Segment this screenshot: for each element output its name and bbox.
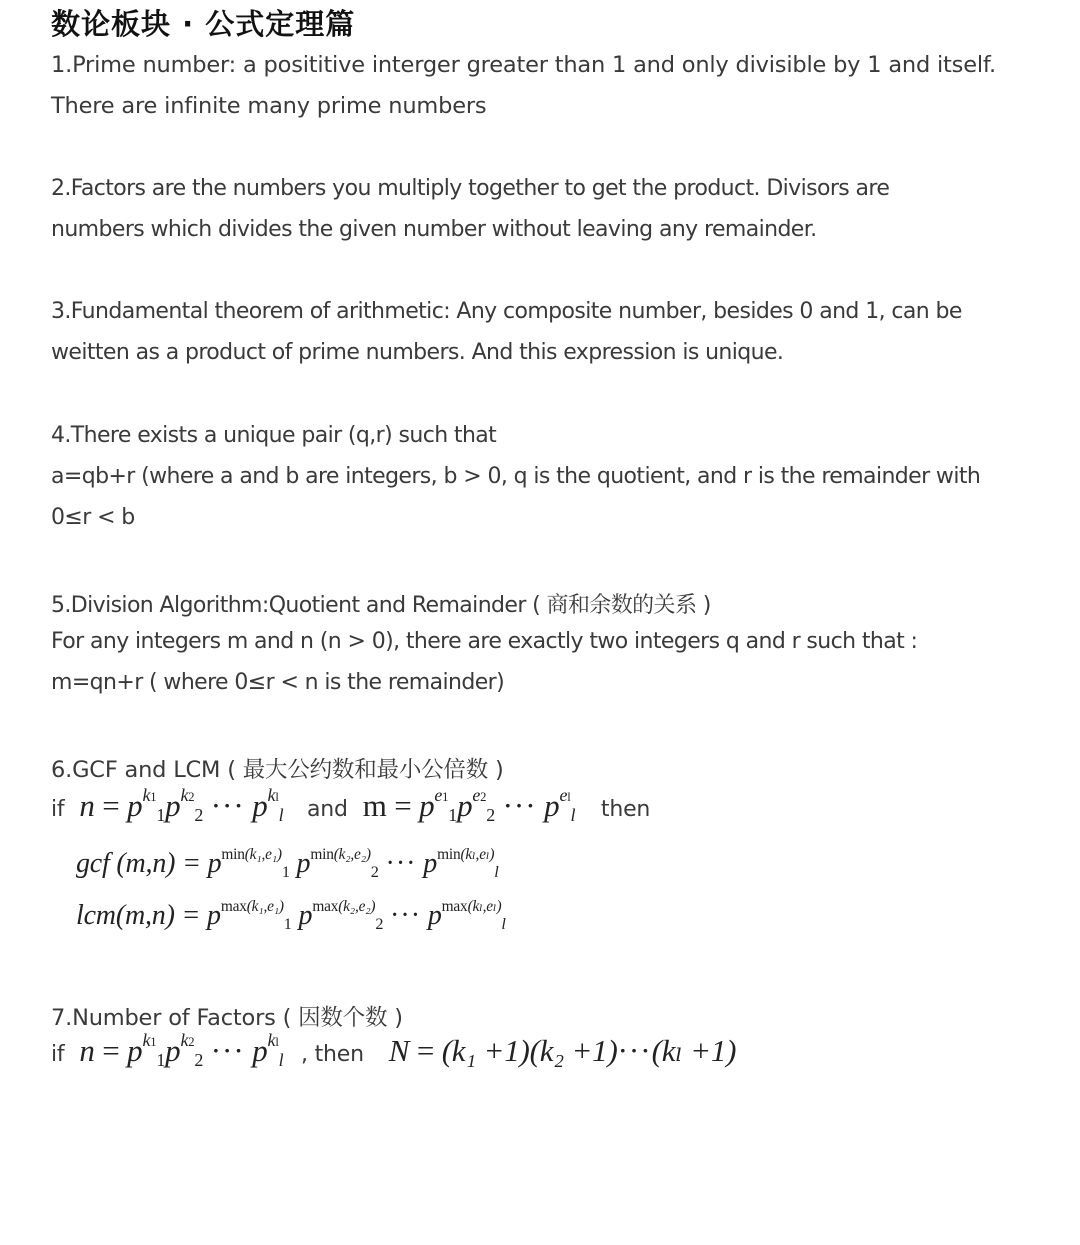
- section-5-line-2: For any integers m and n (n > 0), there are exactly two integers q and r such that :: [51, 629, 918, 654]
- if-label: if: [51, 797, 65, 822]
- then-label: , then: [300, 1042, 364, 1067]
- n-factorization-formula: $n = p^{k1}_1p^{k2}_2$ ··· $p^{kl}_l$: [79, 1029, 284, 1071]
- section-4-line-2: a=qb+r (where a and b are integers, b > 0, q is the quotient, and r is the remainder with: [51, 464, 981, 489]
- page-title: 数论板块 · 公式定理篇: [51, 7, 356, 41]
- section-3-line-2: weitten as a product of prime numbers. And this expression is unique.: [51, 340, 784, 365]
- number-of-factors-formula: N = (k₁ +1)(k₂ +1)···(kₗ +1): [388, 1033, 737, 1068]
- section-5-heading: 5.Division Algorithm:Quotient and Remainder ( 商和余数的关系 ): [51, 593, 711, 618]
- gcf-formula: gcf $(m,n) = p^{min(k_1,e_1)}_1$ $p^{min(k_2,e_2)}_2$ ··· $p^{min(k_l,e_l)}_l$: [76, 845, 499, 881]
- section-4-line-3: 0≤r < b: [51, 505, 135, 530]
- then-label: then: [600, 797, 651, 822]
- section-7-heading: 7.Number of Factors ( 因数个数 ): [51, 1005, 403, 1031]
- section-2-line-2: numbers which divides the given number without leaving any remainder.: [51, 217, 817, 242]
- section-3-line-1: 3.Fundamental theorem of arithmetic: Any composite number, besides 0 and 1, can be: [51, 299, 962, 324]
- section-6-definition: [51, 784, 651, 826]
- if-label: if: [51, 1042, 65, 1067]
- section-1-line-2: There are infinite many prime numbers: [51, 93, 487, 119]
- section-4-line-1: 4.There exists a unique pair (q,r) such that: [51, 423, 497, 448]
- section-5-line-3: m=qn+r ( where 0≤r < n is the remainder): [51, 670, 505, 695]
- n-factorization-formula: $n = p^{k1}_1p^{k2}_2$ ··· $p^{kl}_l$: [79, 784, 284, 826]
- and-label: and: [306, 797, 348, 822]
- section-2-line-1: 2.Factors are the numbers you multiply together to get the product. Divisors are: [51, 176, 890, 201]
- lcm-formula: $lcm(m,n) = p^{max(k_1,e_1)}_1$ $p^{max(k_2,e_2)}_2$ ··· $p^{max(k_l,e_l)}_l$: [76, 897, 506, 933]
- section-1-line-1: 1.Prime number: a posititive interger greater than 1 and only divisible by 1 and itself.: [51, 52, 996, 78]
- m-factorization-formula: $m = p^{e1}_1p^{e2}_2$ ··· $p^{el}_l$: [362, 784, 576, 826]
- section-7-formula-line: [51, 1029, 737, 1071]
- section-6-heading: 6.GCF and LCM ( 最大公约数和最小公倍数 ): [51, 757, 504, 783]
